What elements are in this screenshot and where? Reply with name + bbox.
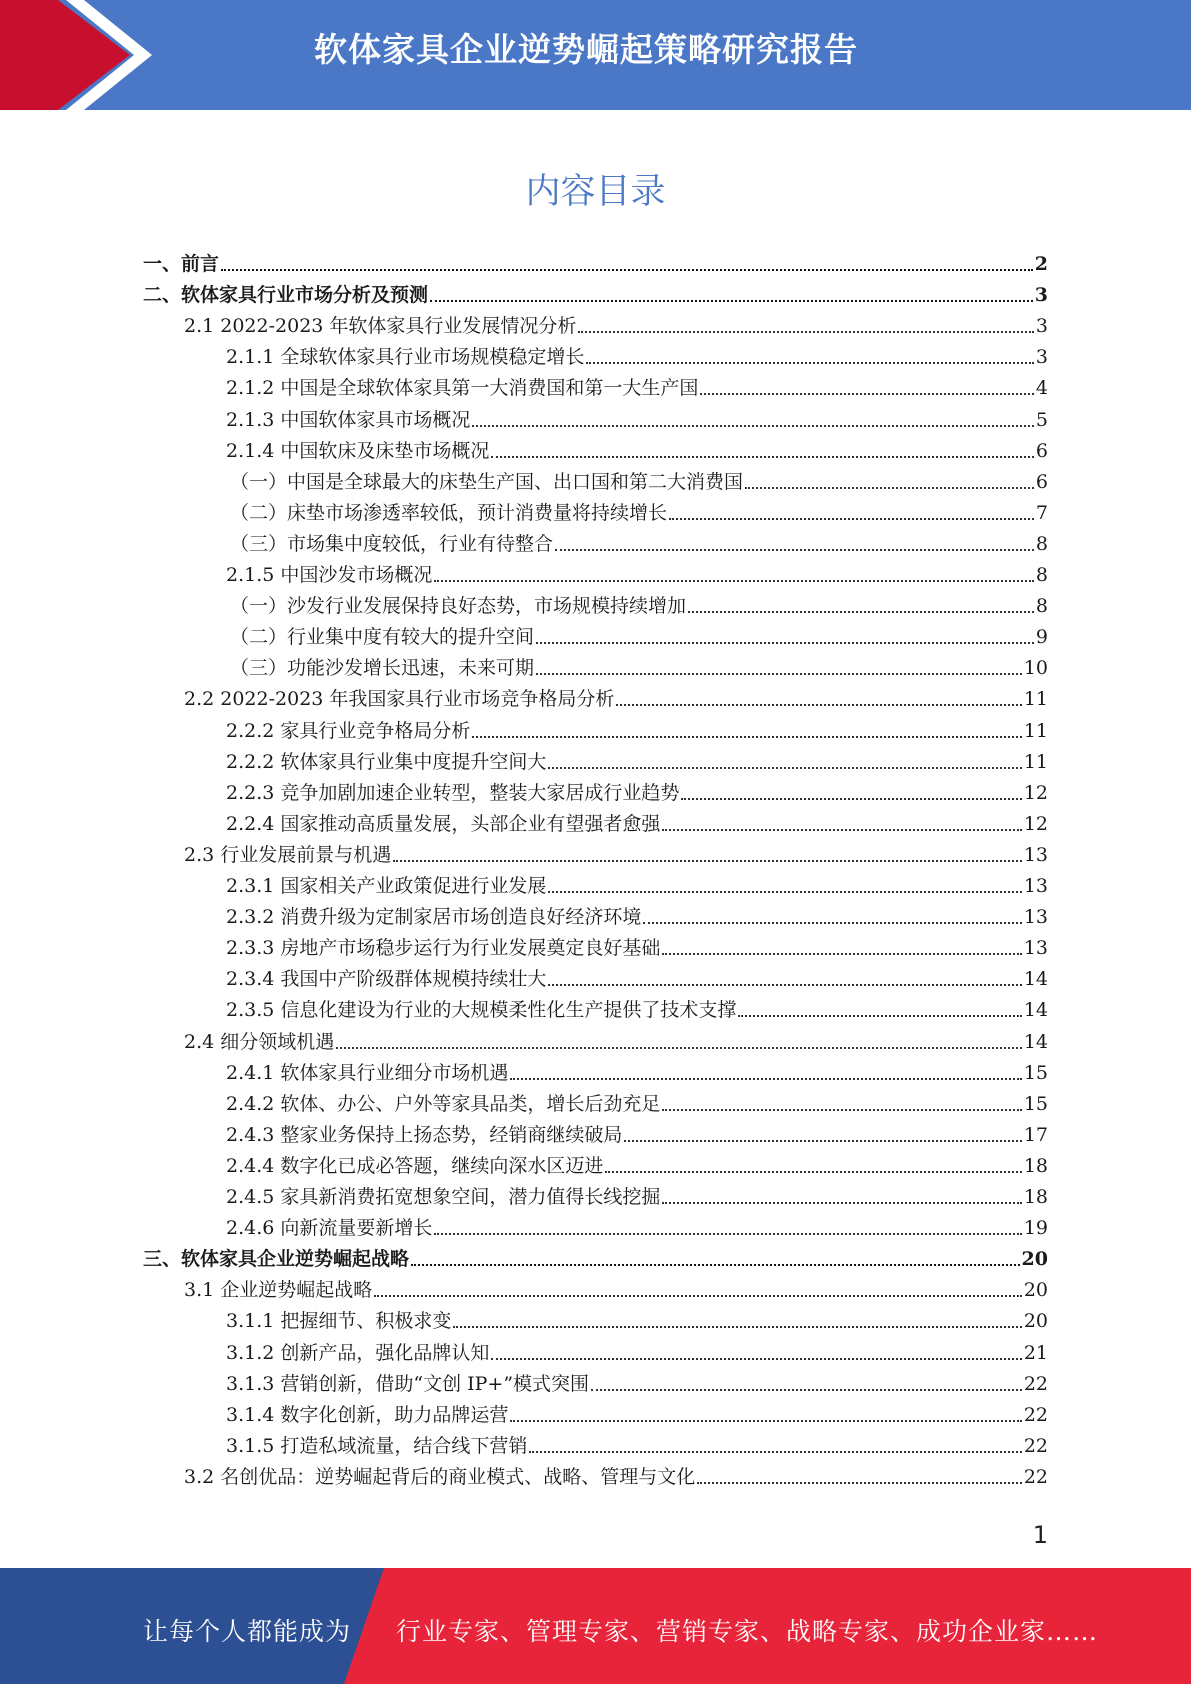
toc-entry-page: 6 (1035, 470, 1048, 493)
toc-entry-page: 12 (1023, 781, 1048, 804)
toc-entry[interactable] (230, 493, 1048, 524)
toc-entry-page: 21 (1023, 1341, 1048, 1364)
toc-entry[interactable] (226, 742, 1048, 773)
toc-entry-title: 2.4.6 向新流量要新增长 (226, 1217, 433, 1240)
toc-entry-title: 3.1.3 营销创新，借助“文创 IP+”模式突围 (226, 1372, 590, 1395)
toc-entry-page: 3 (1035, 346, 1048, 369)
toc-entry-page: 22 (1023, 1434, 1048, 1457)
toc-entry[interactable] (226, 897, 1048, 928)
toc-entry[interactable] (143, 275, 1048, 306)
toc-entry-page: 8 (1035, 564, 1048, 586)
dot-leader (434, 580, 1034, 582)
dot-leader (393, 860, 1022, 862)
toc-entry-page: 14 (1023, 999, 1048, 1022)
toc-entry[interactable] (230, 462, 1048, 493)
toc-entry-page: 19 (1023, 1217, 1048, 1240)
toc-entry-title: 2.3.5 信息化建设为行业的大规模柔性化生产提供了技术支撑 (226, 999, 737, 1022)
dot-leader (491, 1358, 1021, 1360)
toc-entry[interactable] (226, 1301, 1048, 1332)
toc-entry-title: （三）市场集中度较低，行业有待整合 (230, 532, 554, 555)
toc-entry-page: 6 (1035, 439, 1048, 462)
toc-entry-title: （一）中国是全球最大的床垫生产国、出口国和第二大消费国 (230, 470, 744, 493)
toc-entry-page: 22 (1023, 1372, 1048, 1395)
toc-entry[interactable] (184, 1270, 1048, 1301)
dot-leader (643, 922, 1021, 924)
toc-heading: 内容目录 (525, 172, 666, 212)
toc-entry-title: 2.2.3 竞争加剧加速企业转型，整装大家居成行业趋势 (226, 781, 680, 804)
toc-entry-title: 一、前言 (143, 253, 220, 275)
toc-entry-page: 11 (1023, 719, 1048, 742)
toc-entry-title: 2.1.1 全球软体家具行业市场规模稳定增长 (226, 346, 585, 369)
toc-entry-page: 15 (1023, 1061, 1048, 1084)
toc-entry-page: 4 (1035, 377, 1048, 400)
report-title: 软体家具企业逆势崛起策略研究报告 (314, 30, 858, 69)
toc-entry-title: 2.3 行业发展前景与机遇 (184, 843, 392, 866)
toc-entry-title: 2.3.2 消费升级为定制家居市场创造良好经济环境 (226, 906, 642, 929)
toc-entry-title: 2.1.5 中国沙发市场概况 (226, 564, 433, 586)
toc-entry[interactable] (226, 400, 1048, 431)
toc-entry-title: 2.1.3 中国软体家具市场概况 (226, 408, 471, 431)
chevron-arrow-icon (0, 0, 160, 110)
toc-entry-title: 2.2 2022-2023 年我国家具行业市场竞争格局分析 (184, 688, 615, 711)
dot-leader (548, 891, 1021, 893)
dot-leader (472, 736, 1021, 738)
toc-entry-page: 20 (1023, 1279, 1048, 1302)
toc-entry[interactable] (226, 1084, 1048, 1115)
dot-leader (374, 1295, 1022, 1297)
toc-entry[interactable] (226, 431, 1048, 462)
toc-entry-page: 20 (1021, 1248, 1048, 1271)
toc-entry[interactable] (184, 1022, 1048, 1053)
toc-entry-page: 20 (1023, 1310, 1048, 1333)
toc-entry-title: 2.3.3 房地产市场稳步运行为行业发展奠定良好基础 (226, 937, 661, 960)
footer-slogan-right: 行业专家、管理专家、营销专家、战略专家、成功企业家…… (396, 1617, 1099, 1646)
dot-leader (681, 798, 1021, 800)
dot-leader (624, 1140, 1021, 1142)
toc-entry[interactable] (230, 648, 1048, 679)
page-number: 1 (1032, 1521, 1048, 1549)
toc-entry-page: 8 (1035, 595, 1048, 618)
toc-entry-page: 2 (1034, 253, 1048, 275)
toc-entry-page: 13 (1023, 937, 1048, 960)
dot-leader (669, 518, 1034, 520)
toc-entry-page: 17 (1023, 1123, 1048, 1146)
toc-entry[interactable] (230, 617, 1048, 648)
dot-leader (745, 487, 1034, 489)
toc-entry-title: 2.4.4 数字化已成必答题，继续向深水区迈进 (226, 1154, 604, 1177)
toc-entry[interactable] (226, 990, 1048, 1021)
dot-leader (662, 1109, 1021, 1111)
toc-entry[interactable] (226, 959, 1048, 990)
toc-entry[interactable] (230, 524, 1048, 555)
toc-entry[interactable] (184, 306, 1048, 337)
toc-entry-title: 2.4.3 整家业务保持上扬态势，经销商继续破局 (226, 1123, 623, 1146)
toc-entry[interactable] (226, 1177, 1048, 1208)
header-banner (0, 0, 1191, 110)
toc-entry-title: 2.1.4 中国软床及床垫市场概况 (226, 439, 490, 462)
toc-entry-page: 18 (1023, 1154, 1048, 1177)
toc-entry-page: 18 (1023, 1186, 1048, 1208)
dot-leader (700, 393, 1034, 395)
toc-entry-title: 3.1.5 打造私域流量，结合线下营销 (226, 1434, 528, 1457)
toc-entry-title: （一）沙发行业发展保持良好态势，市场规模持续增加 (230, 595, 687, 618)
dot-leader (578, 331, 1033, 333)
dot-leader (688, 611, 1034, 613)
dot-leader (548, 984, 1021, 986)
toc-entry-title: 3.1.4 数字化创新，助力品牌运营 (226, 1403, 509, 1426)
footer-slogan-left: 让每个人都能成为 (143, 1617, 352, 1646)
toc-entry-title: 三、软体家具企业逆势崛起战略 (143, 1248, 410, 1271)
toc-entry-title: 2.1 2022-2023 年软体家具行业发展情况分析 (184, 315, 577, 338)
dot-leader (510, 1078, 1021, 1080)
dot-leader (548, 767, 1021, 769)
toc-entry-page: 13 (1023, 843, 1048, 866)
toc-entry[interactable] (184, 835, 1048, 866)
toc-entry-title: 2.2.2 软体家具行业集中度提升空间大 (226, 750, 547, 773)
toc-entry-page: 22 (1023, 1403, 1048, 1426)
toc-entry-page: 11 (1023, 688, 1048, 711)
dot-leader (430, 300, 1033, 302)
toc-entry-title: 二、软体家具行业市场分析及预测 (143, 284, 429, 307)
toc-entry[interactable] (226, 866, 1048, 897)
toc-entry-page: 9 (1035, 626, 1048, 649)
toc-entry-page: 14 (1023, 1030, 1048, 1053)
toc-entry-page: 11 (1023, 750, 1048, 773)
toc-entry-title: 2.2.2 家具行业竞争格局分析 (226, 719, 471, 742)
toc-entry-title: 2.1.2 中国是全球软体家具第一大消费国和第一大生产国 (226, 377, 699, 400)
toc-entry[interactable] (226, 928, 1048, 959)
toc-entry[interactable] (226, 1395, 1048, 1426)
toc-entry-title: 2.4.1 软体家具行业细分市场机遇 (226, 1061, 509, 1084)
toc-entry[interactable] (184, 1457, 1048, 1488)
toc-entry-page: 3 (1035, 315, 1048, 338)
dot-leader (472, 425, 1034, 427)
dot-leader (586, 362, 1034, 364)
toc-entry[interactable] (226, 1364, 1048, 1395)
toc-entry-title: 2.2.4 国家推动高质量发展，头部企业有望强者愈强 (226, 812, 661, 835)
dot-leader (616, 704, 1021, 706)
toc-entry-title: 3.1.1 把握细节、积极求变 (226, 1310, 452, 1333)
dot-leader (697, 1482, 1022, 1484)
toc-entry[interactable] (184, 679, 1048, 710)
toc-entry-page: 7 (1035, 501, 1048, 524)
toc-entry[interactable] (226, 1426, 1048, 1457)
toc-entry-title: （二）床垫市场渗透率较低，预计消费量将持续增长 (230, 501, 668, 524)
toc-entry-title: （三）功能沙发增长迅速，未来可期 (230, 657, 535, 680)
footer-banner (0, 1568, 1191, 1684)
toc-entry-page: 13 (1023, 906, 1048, 929)
dot-leader (591, 1389, 1022, 1391)
dot-leader (536, 642, 1034, 644)
dot-leader (529, 1451, 1021, 1453)
toc-entry-title: 3.2 名创优品：逆势崛起背后的商业模式、战略、管理与文化 (184, 1465, 696, 1488)
toc-entry[interactable] (226, 1115, 1048, 1146)
toc-entry-page: 14 (1023, 968, 1048, 991)
toc-entry[interactable] (226, 773, 1048, 804)
dot-leader (453, 1326, 1021, 1328)
toc-entry[interactable] (226, 368, 1048, 399)
toc-entry[interactable] (230, 586, 1048, 617)
toc-entry-title: 2.3.1 国家相关产业政策促进行业发展 (226, 875, 547, 897)
dot-leader (491, 456, 1034, 458)
dot-leader (221, 269, 1033, 271)
toc-entry-page: 15 (1023, 1092, 1048, 1115)
dot-leader (662, 953, 1021, 955)
toc-entry-page: 12 (1023, 812, 1048, 835)
dot-leader (555, 549, 1034, 551)
dot-leader (510, 1420, 1021, 1422)
dot-leader (336, 1047, 1022, 1049)
dot-leader (411, 1264, 1020, 1266)
toc-entry[interactable] (226, 1146, 1048, 1177)
toc-entry[interactable] (226, 804, 1048, 835)
toc-entry-title: 2.3.4 我国中产阶级群体规模持续壮大 (226, 968, 547, 991)
toc-entry-title: 2.4 细分领域机遇 (184, 1030, 335, 1053)
dot-leader (605, 1171, 1021, 1173)
toc-entry[interactable] (226, 337, 1048, 368)
toc-entry-page: 5 (1035, 408, 1048, 431)
toc-entry-page: 8 (1035, 532, 1048, 555)
toc-entry-page: 13 (1023, 875, 1048, 897)
toc-entry-title: 3.1 企业逆势崛起战略 (184, 1279, 373, 1302)
toc-entry[interactable] (226, 1208, 1048, 1239)
toc-entry[interactable] (226, 711, 1048, 742)
toc-entry-page: 22 (1023, 1465, 1048, 1488)
toc-entry-title: 2.4.2 软体、办公、户外等家具品类，增长后劲充足 (226, 1092, 661, 1115)
toc-entry[interactable] (226, 1333, 1048, 1364)
toc-entry[interactable] (143, 1239, 1048, 1270)
toc-entry[interactable] (143, 244, 1048, 275)
toc-entry-page: 10 (1023, 657, 1048, 680)
dot-leader (662, 829, 1021, 831)
dot-leader (738, 1015, 1021, 1017)
dot-leader (662, 1202, 1021, 1204)
toc-entry-title: 2.4.5 家具新消费拓宽想象空间，潜力值得长线挖掘 (226, 1186, 661, 1208)
dot-leader (536, 673, 1022, 675)
toc-entry[interactable] (226, 1053, 1048, 1084)
toc-entry-title: （二）行业集中度有较大的提升空间 (230, 626, 535, 649)
toc-entry[interactable] (226, 555, 1048, 586)
toc-entry-title: 3.1.2 创新产品，强化品牌认知 (226, 1341, 490, 1364)
toc-entry-page: 3 (1034, 284, 1048, 307)
dot-leader (434, 1233, 1021, 1235)
